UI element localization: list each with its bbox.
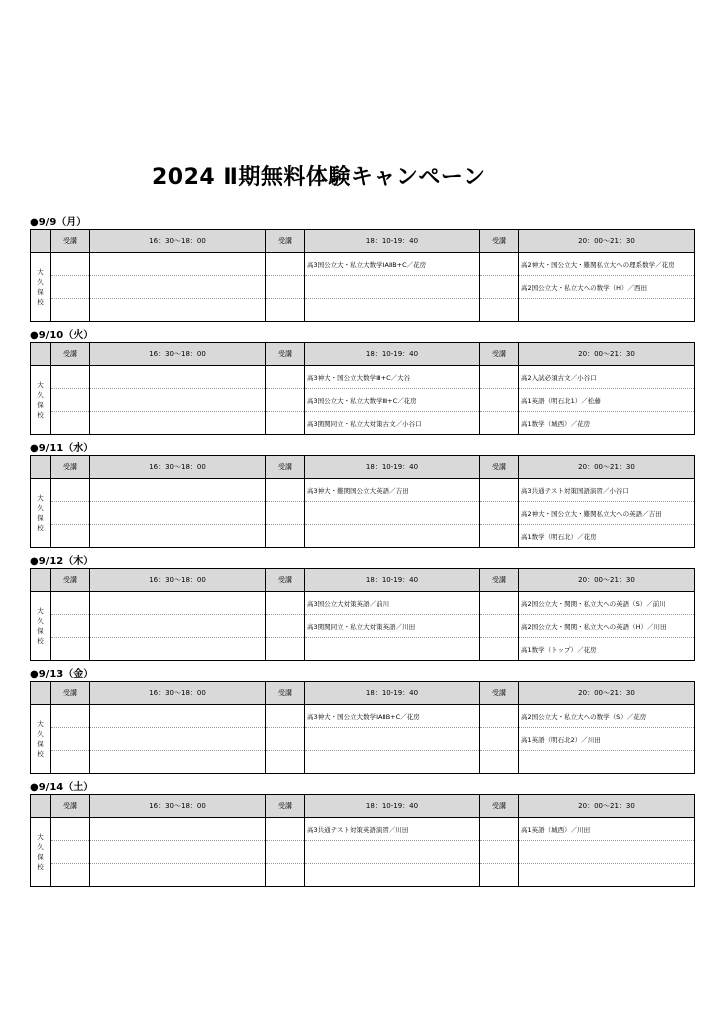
course-cell [90,818,266,841]
course-cell: 高3国公立大・私立大数学Ⅲ+C／花房 [305,389,480,412]
course-cell: 高2入試必須古文／小谷口 [519,366,695,389]
course-cell [90,299,266,322]
header-slot-1: 16：30～18：00 [90,230,266,253]
table-header-row [31,230,695,253]
schedule-table [30,455,695,548]
juko-checkbox-cell[interactable] [266,479,305,502]
table-row [31,818,695,841]
campus-char: 大 [37,268,44,276]
juko-checkbox-cell[interactable] [266,592,305,615]
juko-checkbox-cell[interactable] [266,299,305,322]
table-row [31,299,695,322]
juko-checkbox-cell[interactable] [51,751,90,774]
header-juko-2: 受講 [266,569,305,592]
juko-checkbox-cell[interactable] [480,253,519,276]
table-row [31,728,695,751]
header-blank-cell [31,456,51,479]
header-juko-1: 受講 [51,456,90,479]
juko-checkbox-cell[interactable] [51,615,90,638]
course-cell: 高1数学（トップ）／花房 [519,638,695,661]
juko-checkbox-cell[interactable] [480,841,519,864]
juko-checkbox-cell[interactable] [480,728,519,751]
juko-checkbox-cell[interactable] [51,728,90,751]
course-cell [90,389,266,412]
juko-checkbox-cell[interactable] [480,366,519,389]
header-slot-3: 20：00～21：30 [519,682,695,705]
course-cell: 高1英語（明石北2）／川田 [519,728,695,751]
juko-checkbox-cell[interactable] [51,705,90,728]
course-cell [305,276,480,299]
course-cell [519,864,695,887]
campus-char: 校 [37,863,44,871]
juko-checkbox-cell[interactable] [51,479,90,502]
header-slot-2: 18：10-19：40 [305,456,480,479]
day-label: ●9/12（木） [30,556,94,567]
juko-checkbox-cell[interactable] [266,728,305,751]
header-blank-cell [31,795,51,818]
day-label: ●9/11（水） [30,443,94,454]
juko-checkbox-cell[interactable] [480,592,519,615]
header-slot-3: 20：00～21：30 [519,343,695,366]
campus-char: 保 [37,288,44,296]
table-header-row [31,456,695,479]
table-row [31,525,695,548]
campus-char: 校 [37,298,44,306]
header-juko-2: 受講 [266,682,305,705]
course-cell [90,412,266,435]
course-cell [305,525,480,548]
header-slot-2: 18：10-19：40 [305,795,480,818]
juko-checkbox-cell[interactable] [51,366,90,389]
day-label: ●9/9（月） [30,217,87,228]
campus-char: 大 [37,720,44,728]
table-row [31,751,695,774]
schedule-table [30,568,695,661]
day-schedule [30,556,694,661]
juko-checkbox-cell[interactable] [266,638,305,661]
campus-char: 大 [37,381,44,389]
header-slot-1: 16：30～18：00 [90,456,266,479]
juko-checkbox-cell[interactable] [480,502,519,525]
day-schedule [30,669,694,774]
table-row [31,502,695,525]
header-blank-cell [31,230,51,253]
header-slot-2: 18：10-19：40 [305,682,480,705]
juko-checkbox-cell[interactable] [480,864,519,887]
juko-checkbox-cell[interactable] [266,502,305,525]
course-cell [90,615,266,638]
campus-char: 久 [37,730,44,738]
juko-checkbox-cell[interactable] [51,299,90,322]
course-cell: 高3共通テスト対策英語演習／川田 [305,818,480,841]
header-juko-2: 受講 [266,230,305,253]
juko-checkbox-cell[interactable] [51,276,90,299]
course-cell [90,276,266,299]
course-cell [90,728,266,751]
juko-checkbox-cell[interactable] [480,751,519,774]
course-cell [305,841,480,864]
campus-label [31,366,51,435]
course-cell [90,751,266,774]
course-cell [305,864,480,887]
juko-checkbox-cell[interactable] [266,276,305,299]
course-cell [90,864,266,887]
table-row [31,412,695,435]
campus-char: 久 [37,843,44,851]
juko-checkbox-cell[interactable] [480,615,519,638]
header-juko-2: 受講 [266,343,305,366]
juko-checkbox-cell[interactable] [480,705,519,728]
juko-checkbox-cell[interactable] [51,841,90,864]
table-row [31,366,695,389]
course-cell: 高3神大・国公立大数学Ⅲ+C／大谷 [305,366,480,389]
course-cell [519,299,695,322]
header-juko-3: 受講 [480,343,519,366]
campus-char: 校 [37,637,44,645]
header-slot-3: 20：00～21：30 [519,569,695,592]
day-label: ●9/14（土） [30,782,94,793]
course-cell [90,592,266,615]
schedule-table [30,229,695,322]
campus-char: 校 [37,411,44,419]
header-juko-3: 受講 [480,682,519,705]
header-slot-1: 16：30～18：00 [90,343,266,366]
course-cell: 高1英語（明石北1）／松藤 [519,389,695,412]
course-cell [90,841,266,864]
juko-checkbox-cell[interactable] [51,864,90,887]
juko-checkbox-cell[interactable] [51,412,90,435]
table-row [31,276,695,299]
course-cell [305,638,480,661]
course-cell: 高3神大・難関国公立大英語／吉田 [305,479,480,502]
campus-char: 校 [37,524,44,532]
table-row [31,389,695,412]
course-cell: 高3関関同立・私立大対策英語／川田 [305,615,480,638]
juko-checkbox-cell[interactable] [51,818,90,841]
header-juko-3: 受講 [480,795,519,818]
juko-checkbox-cell[interactable] [266,253,305,276]
header-juko-3: 受講 [480,230,519,253]
day-label: ●9/10（火） [30,330,94,341]
campus-char: 久 [37,504,44,512]
header-slot-3: 20：00～21：30 [519,795,695,818]
course-cell [90,502,266,525]
campus-label [31,253,51,322]
campus-char: 久 [37,278,44,286]
campus-char: 保 [37,514,44,522]
header-juko-1: 受講 [51,569,90,592]
table-row [31,638,695,661]
campus-char: 保 [37,627,44,635]
table-row [31,479,695,502]
juko-checkbox-cell[interactable] [51,592,90,615]
course-cell [90,479,266,502]
table-row [31,615,695,638]
course-cell [90,366,266,389]
juko-checkbox-cell[interactable] [480,412,519,435]
juko-checkbox-cell[interactable] [266,525,305,548]
header-juko-3: 受講 [480,569,519,592]
course-cell: 高1数学（明石北）／花房 [519,525,695,548]
juko-checkbox-cell[interactable] [266,818,305,841]
table-header-row [31,795,695,818]
course-cell [519,841,695,864]
juko-checkbox-cell[interactable] [480,525,519,548]
day-schedule [30,217,694,322]
day-schedule [30,443,694,548]
course-cell [305,751,480,774]
course-cell [305,502,480,525]
campus-char: 大 [37,494,44,502]
course-cell [305,728,480,751]
table-row [31,864,695,887]
juko-checkbox-cell[interactable] [51,638,90,661]
header-slot-2: 18：10-19：40 [305,343,480,366]
course-cell: 高3共通テスト対策国語演習／小谷口 [519,479,695,502]
course-cell [90,705,266,728]
schedule-table [30,342,695,435]
campus-char: 久 [37,391,44,399]
juko-checkbox-cell[interactable] [480,299,519,322]
header-slot-3: 20：00～21：30 [519,230,695,253]
juko-checkbox-cell[interactable] [480,818,519,841]
course-cell: 高2国公立大・私立大への数学（H）／西田 [519,276,695,299]
course-cell: 高2国公立大・関関・私立大への英語（H）／川田 [519,615,695,638]
header-slot-1: 16：30～18：00 [90,795,266,818]
campus-label [31,592,51,661]
juko-checkbox-cell[interactable] [51,502,90,525]
course-cell: 高3国公立大対策英語／前川 [305,592,480,615]
juko-checkbox-cell[interactable] [266,366,305,389]
table-row [31,841,695,864]
course-cell: 高2神大・国公立大・難関私立大への英語／吉田 [519,502,695,525]
table-header-row [31,343,695,366]
juko-checkbox-cell[interactable] [266,389,305,412]
juko-checkbox-cell[interactable] [266,841,305,864]
course-cell [305,299,480,322]
table-header-row [31,682,695,705]
campus-char: 大 [37,607,44,615]
campus-label [31,705,51,774]
course-cell [90,638,266,661]
header-slot-3: 20：00～21：30 [519,456,695,479]
campus-char: 校 [37,750,44,758]
juko-checkbox-cell[interactable] [51,253,90,276]
course-cell: 高2国公立大・関関・私立大への英語（S）／前川 [519,592,695,615]
header-juko-2: 受講 [266,456,305,479]
header-juko-2: 受講 [266,795,305,818]
day-label: ●9/13（金） [30,669,94,680]
juko-checkbox-cell[interactable] [266,615,305,638]
campus-char: 大 [37,833,44,841]
campus-char: 保 [37,853,44,861]
header-juko-1: 受講 [51,343,90,366]
course-cell: 高3神大・国公立大数学ⅠAⅡB+C／花房 [305,705,480,728]
table-header-row [31,569,695,592]
juko-checkbox-cell[interactable] [266,412,305,435]
juko-checkbox-cell[interactable] [480,479,519,502]
course-cell [519,751,695,774]
table-row [31,592,695,615]
juko-checkbox-cell[interactable] [480,276,519,299]
campus-label [31,479,51,548]
schedule-table [30,794,695,887]
course-cell: 高1英語（城西）／川田 [519,818,695,841]
campus-char: 久 [37,617,44,625]
course-cell: 高2国公立大・私立大への数学（S）／花房 [519,705,695,728]
header-blank-cell [31,343,51,366]
campus-label [31,818,51,887]
course-cell [90,525,266,548]
course-cell: 高2神大・国公立大・難関私立大への理系数学／花房 [519,253,695,276]
juko-checkbox-cell[interactable] [266,751,305,774]
header-blank-cell [31,682,51,705]
page-title: 2024 Ⅱ期無料体験キャンペーン [152,165,486,190]
campus-char: 保 [37,740,44,748]
course-cell: 高3国公立大・私立大数学ⅠAⅡB+C／花房 [305,253,480,276]
header-juko-1: 受講 [51,795,90,818]
juko-checkbox-cell[interactable] [480,389,519,412]
header-slot-1: 16：30～18：00 [90,682,266,705]
header-juko-1: 受講 [51,682,90,705]
campus-char: 保 [37,401,44,409]
juko-checkbox-cell[interactable] [51,389,90,412]
header-slot-1: 16：30～18：00 [90,569,266,592]
day-schedule [30,330,694,435]
course-cell: 高3関関同立・私立大対策古文／小谷口 [305,412,480,435]
day-schedule [30,782,694,887]
juko-checkbox-cell[interactable] [480,638,519,661]
table-row [31,253,695,276]
juko-checkbox-cell[interactable] [266,705,305,728]
juko-checkbox-cell[interactable] [51,525,90,548]
schedule-table [30,681,695,774]
header-juko-1: 受講 [51,230,90,253]
header-juko-3: 受講 [480,456,519,479]
header-slot-2: 18：10-19：40 [305,230,480,253]
table-row [31,705,695,728]
course-cell: 高1数学（城西）／花房 [519,412,695,435]
header-blank-cell [31,569,51,592]
header-slot-2: 18：10-19：40 [305,569,480,592]
course-cell [90,253,266,276]
juko-checkbox-cell[interactable] [266,864,305,887]
